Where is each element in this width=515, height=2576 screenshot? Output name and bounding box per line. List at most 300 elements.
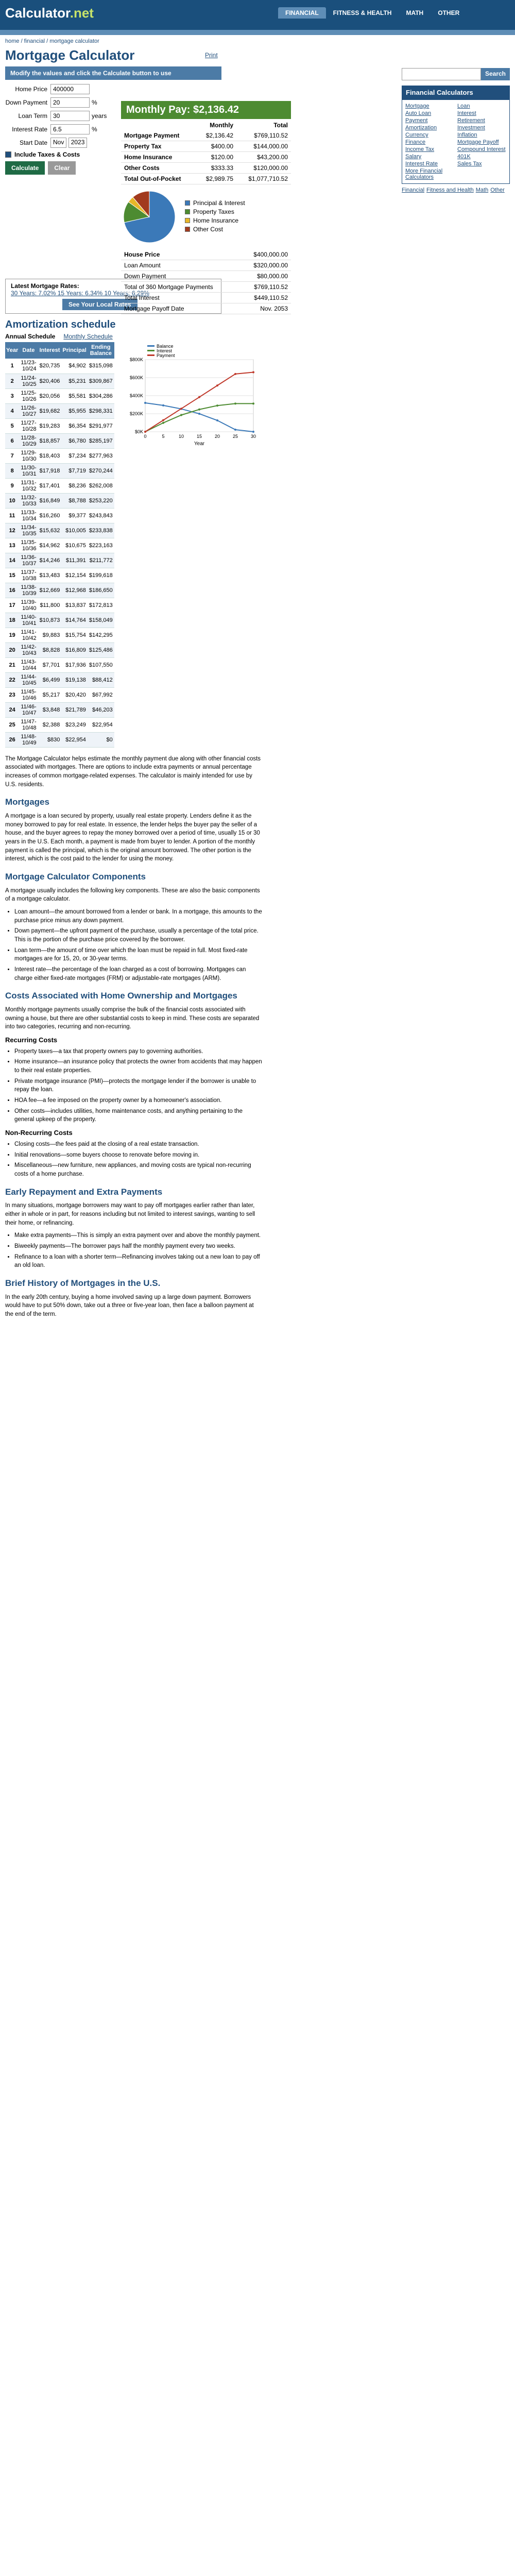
tab-monthly[interactable]: Monthly Schedule bbox=[63, 333, 113, 340]
table-cell: $18,403 bbox=[38, 448, 62, 463]
table-cell: 19 bbox=[5, 628, 19, 642]
table-cell: 14 bbox=[5, 553, 19, 568]
pie-area bbox=[121, 189, 291, 245]
heading-components: Mortgage Calculator Components bbox=[5, 871, 146, 882]
table-row bbox=[5, 359, 114, 374]
table-cell: $5,955 bbox=[61, 403, 87, 418]
x-tick-label: 10 bbox=[178, 434, 184, 439]
pie-legend bbox=[185, 199, 245, 234]
sidebar-nav-item[interactable]: Fitness and Health bbox=[426, 187, 474, 193]
table-cell: 11/29-10/30 bbox=[19, 448, 38, 463]
data-point bbox=[216, 384, 218, 386]
summary-row: Total of 360 Mortgage Payments $769,110.52 bbox=[121, 282, 291, 293]
legend-item: Home Insurance bbox=[185, 217, 245, 224]
table-cell: $46,203 bbox=[88, 702, 114, 717]
list-item: • Closing costs—the fees paid at the closing of a real estate transaction. bbox=[14, 1140, 263, 1149]
legend-swatch-1 bbox=[185, 209, 190, 214]
table-row bbox=[5, 478, 114, 493]
sidebar-nav-item[interactable]: Math bbox=[475, 187, 489, 193]
table-cell: $14,962 bbox=[38, 538, 62, 553]
loan-term-input[interactable]: 30 bbox=[50, 111, 90, 121]
x-axis-label: Year bbox=[194, 441, 204, 447]
table-cell: 17 bbox=[5, 598, 19, 613]
table-row bbox=[5, 702, 114, 717]
sidebar-link[interactable]: Loan bbox=[457, 103, 470, 109]
table-cell: 11/33-10/34 bbox=[19, 508, 38, 523]
table-cell: 11/26-10/27 bbox=[19, 403, 38, 418]
table-row bbox=[5, 583, 114, 598]
calculators-heading: Financial Calculators bbox=[402, 86, 510, 99]
table-cell: 11/44-10/45 bbox=[19, 672, 38, 687]
monthly-pay-headline: Monthly Pay: $2,136.42 bbox=[121, 101, 291, 119]
data-point bbox=[180, 408, 182, 410]
table-cell: $16,260 bbox=[38, 508, 62, 523]
table-cell: 2 bbox=[5, 374, 19, 388]
table-cell: 22 bbox=[5, 672, 19, 687]
breadcrumb[interactable]: home / financial / mortgage calculator bbox=[5, 38, 99, 44]
start-date-label: Start Date bbox=[19, 139, 47, 146]
table-row bbox=[5, 463, 114, 478]
table-cell: $14,764 bbox=[61, 613, 87, 628]
table-cell: $7,701 bbox=[38, 657, 62, 672]
early-list bbox=[14, 1231, 263, 1270]
data-point bbox=[198, 413, 200, 415]
sidebar-link[interactable]: Compound Interest bbox=[457, 146, 506, 152]
list-item: • Down payment—the upfront payment of the purchase, usually a percentage of the total price. This is the portion of the purchase price covered by the borrower. bbox=[14, 927, 263, 944]
table-cell: 10 bbox=[5, 493, 19, 508]
table-cell: $8,236 bbox=[61, 478, 87, 493]
left-column bbox=[5, 47, 397, 1323]
table-cell: $6,354 bbox=[61, 418, 87, 433]
heading-mortgages: Mortgages bbox=[5, 797, 49, 807]
table-cell: 11/39-10/40 bbox=[19, 598, 38, 613]
data-point bbox=[216, 404, 218, 406]
sidebar-link[interactable]: Income Tax bbox=[405, 146, 435, 152]
data-point bbox=[180, 414, 182, 416]
table-cell: $13,837 bbox=[61, 598, 87, 613]
table-cell: 16 bbox=[5, 583, 19, 598]
sidebar-link[interactable]: Amortization bbox=[405, 125, 437, 131]
down-payment-label: Down Payment bbox=[5, 99, 47, 106]
intro-paragraph: The Mortgage Calculator helps estimate the monthly payment due along with other financial costs associated with mortgages. There are options to include extra payments or annual percentage increases of common mortgage-related expenses. The calculator is mainly intended for use by U.S. residents. bbox=[5, 755, 261, 788]
table-cell: $6,499 bbox=[38, 672, 62, 687]
table-row bbox=[5, 388, 114, 403]
home-price-input[interactable]: 400000 bbox=[50, 84, 90, 94]
table-cell: $186,650 bbox=[88, 583, 114, 598]
table-cell: $16,849 bbox=[38, 493, 62, 508]
table-cell: 15 bbox=[5, 568, 19, 583]
th-date: Date bbox=[19, 342, 38, 359]
table-cell: $20,056 bbox=[38, 388, 62, 403]
table-cell: $10,005 bbox=[61, 523, 87, 538]
table-cell: $17,936 bbox=[61, 657, 87, 672]
th-interest: Interest bbox=[38, 342, 62, 359]
list-item: • Loan term—the amount of time over which the loan must be repaid in full. Most fixed-rate mortgages are for 15, 20, or 30-year terms. bbox=[14, 946, 263, 963]
legend-swatch-2 bbox=[185, 218, 190, 223]
schedule-tabs bbox=[5, 333, 397, 340]
table-cell: $830 bbox=[38, 732, 62, 747]
local-rates-button[interactable]: See Your Local Rates bbox=[62, 299, 138, 310]
data-point bbox=[144, 402, 146, 404]
table-cell: $17,401 bbox=[38, 478, 62, 493]
table-cell: $0 bbox=[88, 732, 114, 747]
table-row bbox=[5, 493, 114, 508]
sidebar-nav-item[interactable]: Financial bbox=[402, 187, 425, 193]
table-cell: 11/48-10/49 bbox=[19, 732, 38, 747]
list-item: • Initial renovations—some buyers choose to renovate before moving in. bbox=[14, 1151, 263, 1160]
table-cell: $9,377 bbox=[61, 508, 87, 523]
table-cell: $19,283 bbox=[38, 418, 62, 433]
table-row bbox=[5, 657, 114, 672]
table-cell: $13,483 bbox=[38, 568, 62, 583]
table-cell: $4,902 bbox=[61, 359, 87, 374]
table-cell: $107,550 bbox=[88, 657, 114, 672]
interest-rate-input[interactable]: 6.5 bbox=[50, 124, 90, 134]
table-cell: 11/45-10/46 bbox=[19, 687, 38, 702]
sidebar-link[interactable]: Inflation bbox=[457, 132, 477, 138]
table-row bbox=[5, 553, 114, 568]
table-cell: 11/41-10/42 bbox=[19, 628, 38, 642]
sidebar-link[interactable]: Mortgage bbox=[405, 103, 430, 109]
data-point bbox=[252, 431, 254, 433]
table-row bbox=[5, 433, 114, 448]
heading-costs: Costs Associated with Home Ownership and Mortgages bbox=[5, 991, 237, 1001]
table-cell: 11/35-10/36 bbox=[19, 538, 38, 553]
table-cell: $298,331 bbox=[88, 403, 114, 418]
table-cell: $211,772 bbox=[88, 553, 114, 568]
heading-history: Brief History of Mortgages in the U.S. bbox=[5, 1278, 161, 1288]
summary-row: House Price $400,000.00 bbox=[121, 249, 291, 260]
sidebar-link[interactable]: Interest bbox=[457, 110, 476, 116]
legend-item: Other Cost bbox=[185, 226, 245, 233]
table-cell: 11/30-10/31 bbox=[19, 463, 38, 478]
rates-title: Latest Mortgage Rates: bbox=[11, 282, 79, 290]
table-cell: $243,843 bbox=[88, 508, 114, 523]
down-payment-unit[interactable]: % bbox=[92, 99, 97, 106]
article bbox=[5, 755, 263, 1319]
table-cell: 11/46-10/47 bbox=[19, 702, 38, 717]
recurring-list bbox=[14, 1047, 263, 1124]
table-cell: $285,197 bbox=[88, 433, 114, 448]
table-cell: $88,412 bbox=[88, 672, 114, 687]
table-cell: $12,154 bbox=[61, 568, 87, 583]
loan-term-unit: years bbox=[92, 112, 107, 120]
table-cell: $23,249 bbox=[61, 717, 87, 732]
list-item: • HOA fee—a fee imposed on the property owner by a homeowner's association. bbox=[14, 1096, 263, 1105]
nav-financial[interactable]: FINANCIAL bbox=[278, 7, 326, 19]
search-button[interactable]: Search bbox=[481, 68, 510, 80]
table-row bbox=[5, 717, 114, 732]
data-point bbox=[234, 402, 236, 404]
table-cell: $18,857 bbox=[38, 433, 62, 448]
loan-summary bbox=[121, 249, 291, 314]
list-item: • Private mortgage insurance (PMI)—protects the mortgage lender if the borrower is unable to repay the loan. bbox=[14, 1077, 263, 1094]
table-cell: $142,295 bbox=[88, 628, 114, 642]
table-cell: $12,968 bbox=[61, 583, 87, 598]
y-tick-label: $200K bbox=[129, 411, 143, 416]
start-month-select[interactable]: Nov bbox=[50, 138, 66, 148]
list-item: • Interest rate—the percentage of the loan charged as a cost of borrowing. Mortgages can charge either fixed-rate mortgages (FRM) or adjustable-rate mortgages (ARM). bbox=[14, 965, 263, 982]
table-cell: 20 bbox=[5, 642, 19, 657]
chart-legend-label: Interest bbox=[156, 348, 172, 353]
table-cell: $8,828 bbox=[38, 642, 62, 657]
table-cell: $5,231 bbox=[61, 374, 87, 388]
table-cell: $233,838 bbox=[88, 523, 114, 538]
table-cell: $67,992 bbox=[88, 687, 114, 702]
table-cell: $19,682 bbox=[38, 403, 62, 418]
y-tick-label: $0K bbox=[134, 429, 143, 434]
legend-item: Principal & Interest bbox=[185, 199, 245, 207]
result-table bbox=[121, 120, 291, 184]
chart-legend-label: Balance bbox=[156, 344, 174, 349]
table-cell: $17,918 bbox=[38, 463, 62, 478]
search-box bbox=[402, 68, 510, 80]
summary-row: Total Interest $449,110.52 bbox=[121, 293, 291, 303]
table-cell: 12 bbox=[5, 523, 19, 538]
tab-annual[interactable]: Annual Schedule bbox=[5, 333, 56, 340]
table-cell: 9 bbox=[5, 478, 19, 493]
x-tick-label: 5 bbox=[162, 434, 165, 439]
sidebar-link[interactable]: Auto Loan bbox=[405, 110, 432, 116]
table-row bbox=[5, 628, 114, 642]
table-cell: 25 bbox=[5, 717, 19, 732]
site-logo[interactable] bbox=[5, 5, 94, 21]
heading-early: Early Repayment and Extra Payments bbox=[5, 1187, 163, 1197]
sidebar-link[interactable]: Sales Tax bbox=[457, 161, 482, 167]
list-item: • Biweekly payments—The borrower pays half the monthly payment every two weeks. bbox=[14, 1242, 263, 1251]
table-cell: $15,632 bbox=[38, 523, 62, 538]
table-cell: $291,977 bbox=[88, 418, 114, 433]
table-cell: $16,809 bbox=[61, 642, 87, 657]
cost-pie-chart bbox=[121, 189, 178, 245]
data-point bbox=[234, 373, 236, 375]
table-cell: $14,246 bbox=[38, 553, 62, 568]
early-paragraph: In many situations, mortgage borrowers may want to pay off mortgages earlier rather than later, either in whole or in part, for reasons including but not limited to interest savings, wanting to sell their home, or refinancing. bbox=[5, 1202, 255, 1226]
list-item: • Loan amount—the amount borrowed from a lender or bank. In a mortgage, this amounts to the purchase price minus any down payment. bbox=[14, 908, 263, 925]
data-point bbox=[162, 419, 164, 421]
table-cell: $19,138 bbox=[61, 672, 87, 687]
table-cell: $253,220 bbox=[88, 493, 114, 508]
table-cell: 11/24-10/25 bbox=[19, 374, 38, 388]
sidebar-link[interactable]: Finance bbox=[405, 139, 426, 145]
table-cell: 11/47-10/48 bbox=[19, 717, 38, 732]
sidebar-link[interactable]: 401K bbox=[457, 154, 471, 160]
chart-legend-label: Payment bbox=[156, 353, 175, 358]
table-cell: 11/31-10/32 bbox=[19, 478, 38, 493]
summary-row: Down Payment $80,000.00 bbox=[121, 271, 291, 282]
top-bar bbox=[0, 0, 515, 30]
table-cell: 11/34-10/35 bbox=[19, 523, 38, 538]
home-price-label: Home Price bbox=[15, 86, 47, 93]
legend-swatch-3 bbox=[185, 227, 190, 232]
table-cell: 7 bbox=[5, 448, 19, 463]
start-year-input[interactable]: 2023 bbox=[68, 138, 88, 148]
loan-term-label: Loan Term bbox=[18, 112, 47, 120]
data-point bbox=[162, 404, 164, 406]
list-item: • Home insurance—an insurance policy that protects the owner from accidents that may happen to their real estate properties. bbox=[14, 1058, 263, 1075]
instructions-bar: Modify the values and click the Calculate button to use bbox=[5, 66, 221, 80]
sidebar-link[interactable]: More Financial Calculators bbox=[405, 168, 443, 180]
table-cell: $12,669 bbox=[38, 583, 62, 598]
heading-recurring: Recurring Costs bbox=[5, 1036, 58, 1044]
table-row bbox=[5, 613, 114, 628]
table-cell: $15,754 bbox=[61, 628, 87, 642]
table-cell: $9,883 bbox=[38, 628, 62, 642]
history-paragraph: In the early 20th century, buying a home involved saving up a large down payment. Borrowers would have to put 50% down, take out a three or five-year loan, then face a balloon payment at the end of the term. bbox=[5, 1294, 254, 1317]
nav-strip bbox=[0, 30, 515, 35]
table-cell: 8 bbox=[5, 463, 19, 478]
table-cell: 11/32-10/33 bbox=[19, 493, 38, 508]
summary-row: Mortgage Payoff Date Nov. 2053 bbox=[121, 303, 291, 314]
legend-item: Property Taxes bbox=[185, 208, 245, 215]
table-cell: $11,391 bbox=[61, 553, 87, 568]
heading-nonrecurring: Non-Recurring Costs bbox=[5, 1129, 73, 1137]
interest-rate-unit: % bbox=[92, 126, 97, 133]
table-cell: 23 bbox=[5, 687, 19, 702]
x-tick-label: 30 bbox=[250, 434, 256, 439]
data-point bbox=[216, 419, 218, 421]
table-cell: $21,789 bbox=[61, 702, 87, 717]
table-cell: $2,388 bbox=[38, 717, 62, 732]
calculate-button[interactable]: Calculate bbox=[5, 161, 45, 175]
table-cell: $3,848 bbox=[38, 702, 62, 717]
table-cell: 11/36-10/37 bbox=[19, 553, 38, 568]
data-point bbox=[144, 431, 146, 433]
sidebar-nav-item[interactable]: Other bbox=[490, 187, 505, 193]
balance-line-chart bbox=[123, 344, 262, 447]
result-row: Total Out-of-Pocket $2,989.75 $1,077,710.52 bbox=[121, 174, 291, 184]
y-tick-label: $400K bbox=[129, 393, 143, 398]
table-cell: $223,163 bbox=[88, 538, 114, 553]
sidebar-link[interactable]: Mortgage Payoff bbox=[457, 139, 499, 145]
table-cell: $7,719 bbox=[61, 463, 87, 478]
legend-swatch bbox=[147, 350, 154, 351]
table-cell: 11/43-10/44 bbox=[19, 657, 38, 672]
th-balance: Ending Balance bbox=[88, 342, 114, 359]
table-row bbox=[5, 403, 114, 418]
interest-rate-label: Interest Rate bbox=[12, 126, 47, 133]
table-cell: 11/40-10/41 bbox=[19, 613, 38, 628]
amortization-chart bbox=[123, 344, 262, 748]
table-cell: 11/38-10/39 bbox=[19, 583, 38, 598]
list-item: • Refinance to a loan with a shorter term—Refinancing involves taking out a new loan to pay off an old loan. bbox=[14, 1253, 263, 1270]
nav-fitness[interactable]: FITNESS & HEALTH bbox=[333, 9, 392, 16]
print-link[interactable]: Print bbox=[205, 52, 218, 59]
logo-text: Calculator bbox=[5, 5, 70, 21]
clear-button[interactable]: Clear bbox=[48, 161, 76, 175]
down-payment-input[interactable]: 20 bbox=[50, 97, 90, 108]
table-cell: 18 bbox=[5, 613, 19, 628]
table-cell: 11/23-10/24 bbox=[19, 359, 38, 374]
result-row: Mortgage Payment $2,136.42 $769,110.52 bbox=[121, 130, 291, 141]
include-checkbox[interactable] bbox=[5, 151, 11, 158]
legend-swatch bbox=[147, 345, 154, 347]
table-cell: 11/25-10/26 bbox=[19, 388, 38, 403]
table-row bbox=[5, 687, 114, 702]
table-row bbox=[5, 598, 114, 613]
data-point bbox=[198, 396, 200, 398]
table-cell: $172,813 bbox=[88, 598, 114, 613]
legend-swatch-0 bbox=[185, 200, 190, 206]
data-point bbox=[252, 402, 254, 404]
table-cell: $270,244 bbox=[88, 463, 114, 478]
sidebar-nav bbox=[402, 187, 510, 193]
sidebar-link[interactable]: Payment bbox=[405, 117, 428, 124]
amortization-table bbox=[5, 342, 114, 748]
table-cell: $199,618 bbox=[88, 568, 114, 583]
table-row bbox=[5, 642, 114, 657]
nav-math[interactable]: MATH bbox=[406, 9, 424, 16]
table-cell: $20,420 bbox=[61, 687, 87, 702]
x-tick-label: 25 bbox=[232, 434, 238, 439]
costs-paragraph: Monthly mortgage payments usually comprise the bulk of the financial costs associated with owning a house, but there are other substantial costs to keep in mind. These costs are separated into two categories, recurring and non-recurring. bbox=[5, 1006, 260, 1030]
table-cell: $262,008 bbox=[88, 478, 114, 493]
data-point bbox=[162, 422, 164, 424]
table-cell: 26 bbox=[5, 732, 19, 747]
table-cell: $20,735 bbox=[38, 359, 62, 374]
table-cell: 6 bbox=[5, 433, 19, 448]
components-list bbox=[14, 908, 263, 982]
data-point bbox=[234, 429, 236, 431]
amortization-section bbox=[5, 342, 397, 748]
x-tick-label: 15 bbox=[196, 434, 202, 439]
calculator-links bbox=[402, 99, 510, 184]
col-monthly: Monthly bbox=[210, 122, 234, 129]
table-row bbox=[5, 732, 114, 747]
table-cell: 5 bbox=[5, 418, 19, 433]
y-tick-label: $600K bbox=[129, 375, 143, 380]
table-cell: $20,406 bbox=[38, 374, 62, 388]
table-cell: $10,675 bbox=[61, 538, 87, 553]
sidebar-link[interactable]: Retirement bbox=[457, 117, 485, 124]
table-cell: $309,867 bbox=[88, 374, 114, 388]
table-cell: $5,217 bbox=[38, 687, 62, 702]
amortization-title: Amortization schedule bbox=[5, 319, 116, 330]
table-cell: 11/27-10/28 bbox=[19, 418, 38, 433]
sidebar-link[interactable]: Interest Rate bbox=[405, 161, 438, 167]
mortgage-form bbox=[5, 84, 108, 175]
table-cell: $277,963 bbox=[88, 448, 114, 463]
logo-suffix: .net bbox=[70, 5, 94, 21]
data-point bbox=[252, 371, 254, 374]
table-cell: $5,581 bbox=[61, 388, 87, 403]
nav-other[interactable]: OTHER bbox=[438, 9, 460, 16]
result-panel bbox=[121, 101, 291, 314]
table-cell: $10,873 bbox=[38, 613, 62, 628]
th-year: Year bbox=[5, 342, 19, 359]
sidebar-link[interactable]: Currency bbox=[405, 132, 428, 138]
table-cell: 13 bbox=[5, 538, 19, 553]
table-cell: $7,234 bbox=[61, 448, 87, 463]
table-cell: $158,049 bbox=[88, 613, 114, 628]
table-cell: 1 bbox=[5, 359, 19, 374]
sidebar-link[interactable]: Salary bbox=[405, 154, 422, 160]
col-total: Total bbox=[273, 122, 288, 129]
th-principal: Principal bbox=[61, 342, 87, 359]
table-row bbox=[5, 374, 114, 388]
list-item: • Property taxes—a tax that property owners pay to governing authorities. bbox=[14, 1047, 263, 1056]
rates-text[interactable]: 30 Years: 7.02% 15 Years: 6.34% 10 Years: 6.29% bbox=[11, 290, 149, 297]
search-input[interactable] bbox=[402, 68, 481, 80]
y-tick-label: $800K bbox=[129, 357, 143, 362]
sidebar-link[interactable]: Investment bbox=[457, 125, 485, 131]
right-sidebar bbox=[402, 68, 510, 193]
table-cell: $315,098 bbox=[88, 359, 114, 374]
list-item: • Miscellaneous—new furniture, new appliances, and moving costs are typical non-recurring costs of a home purchase. bbox=[14, 1161, 263, 1178]
nonrecurring-list bbox=[14, 1140, 263, 1179]
table-cell: 24 bbox=[5, 702, 19, 717]
table-cell: $125,486 bbox=[88, 642, 114, 657]
